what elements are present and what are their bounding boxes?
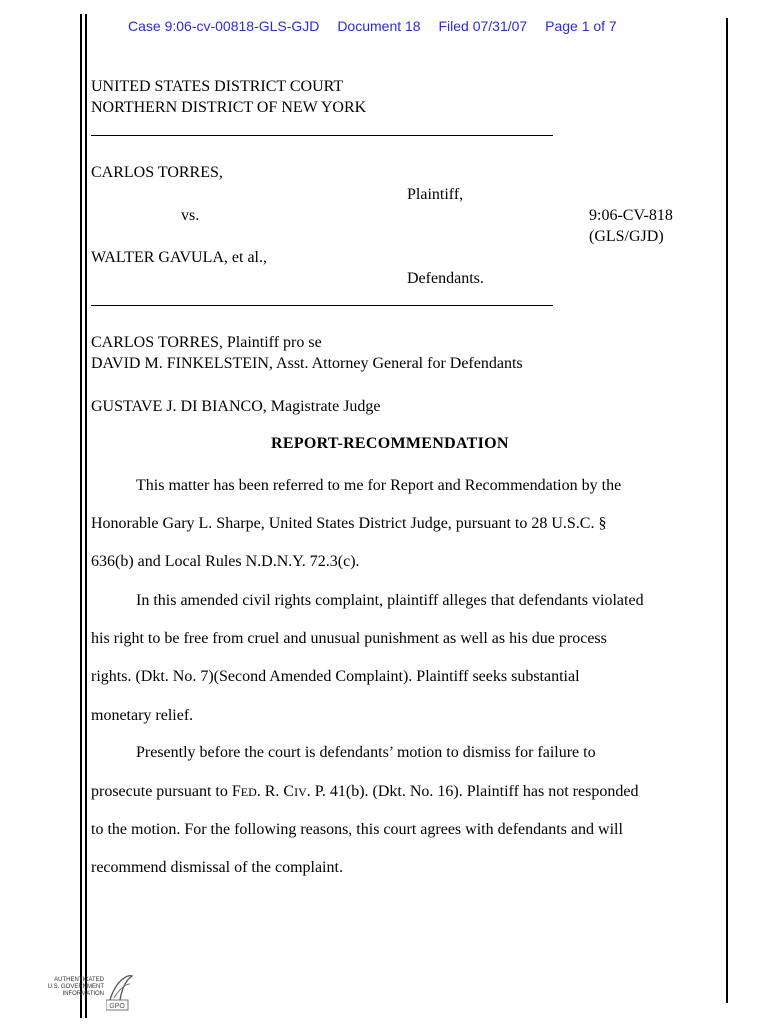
citation-text: prosecute pursuant to F — [91, 783, 241, 800]
case-number-stamp: Case 9:06-cv-00818-GLS-GJD — [128, 18, 320, 34]
svg-text:GPO: GPO — [109, 1003, 125, 1010]
judge-line: GUSTAVE J. DI BIANCO, Magistrate Judge — [91, 398, 381, 415]
gpo-authentication-seal — [44, 970, 134, 1012]
citation-smallcaps: ED — [240, 785, 257, 799]
body-line-rule-citation — [91, 782, 638, 802]
citation-text: . P. 41(b). (Dkt. No. 16). Plaintiff has not responded — [306, 783, 639, 800]
left-margin-rule — [80, 14, 82, 1018]
body-line: his right to be free from cruel and unusual punishment as well as his due process — [91, 630, 607, 647]
body-line: monetary relief. — [91, 707, 194, 724]
body-line: 636(b) and Local Rules N.D.N.Y. 72.3(c). — [91, 553, 360, 570]
gpo-eagle-icon — [106, 970, 134, 1012]
citation-smallcaps: IV — [294, 785, 307, 799]
plaintiff-name: CARLOS TORRES, — [91, 164, 223, 181]
document-number-stamp: Document 18 — [337, 18, 421, 34]
citation-text: . R. C — [256, 783, 295, 800]
case-judges: (GLS/GJD) — [589, 228, 664, 245]
seal-text: AUTHENTICATED U.S. GOVERNMENT INFORMATION — [47, 977, 104, 997]
court-district: NORTHERN DISTRICT OF NEW YORK — [91, 99, 367, 116]
defendant-name: WALTER GAVULA, et al., — [91, 249, 267, 266]
ecf-header-stamp — [128, 18, 631, 34]
page-count-stamp: Page 1 of 7 — [545, 18, 617, 34]
body-line: Presently before the court is defendants’ motion to dismiss for failure to — [136, 744, 596, 761]
court-name: UNITED STATES DISTRICT COURT — [91, 78, 344, 95]
defense-appearance: DAVID M. FINKELSTEIN, Asst. Attorney General for Defendants — [91, 355, 523, 372]
body-line: This matter has been referred to me for Report and Recommendation by the — [136, 477, 622, 494]
versus-label: vs. — [181, 207, 200, 224]
body-line: recommend dismissal of the complaint. — [91, 859, 343, 876]
left-margin-rule-inner — [85, 14, 87, 1018]
caption-rule-top — [91, 135, 553, 136]
plaintiff-appearance: CARLOS TORRES, Plaintiff pro se — [91, 334, 322, 351]
document-title: REPORT-RECOMMENDATION — [271, 435, 509, 452]
body-line: to the motion. For the following reasons, this court agrees with defendants and will — [91, 821, 623, 838]
case-number: 9:06-CV-818 — [589, 207, 673, 224]
defendant-role: Defendants. — [407, 270, 484, 287]
body-line: rights. (Dkt. No. 7)(Second Amended Complaint). Plaintiff seeks substantial — [91, 668, 580, 685]
right-margin-rule — [726, 18, 728, 1003]
plaintiff-role: Plaintiff, — [407, 186, 464, 203]
body-line: In this amended civil rights complaint, plaintiff alleges that defendants violated — [136, 592, 644, 609]
caption-rule-bottom — [91, 305, 553, 306]
filed-date-stamp: Filed 07/31/07 — [438, 18, 528, 34]
body-line: Honorable Gary L. Sharpe, United States District Judge, pursuant to 28 U.S.C. § — [91, 515, 607, 532]
